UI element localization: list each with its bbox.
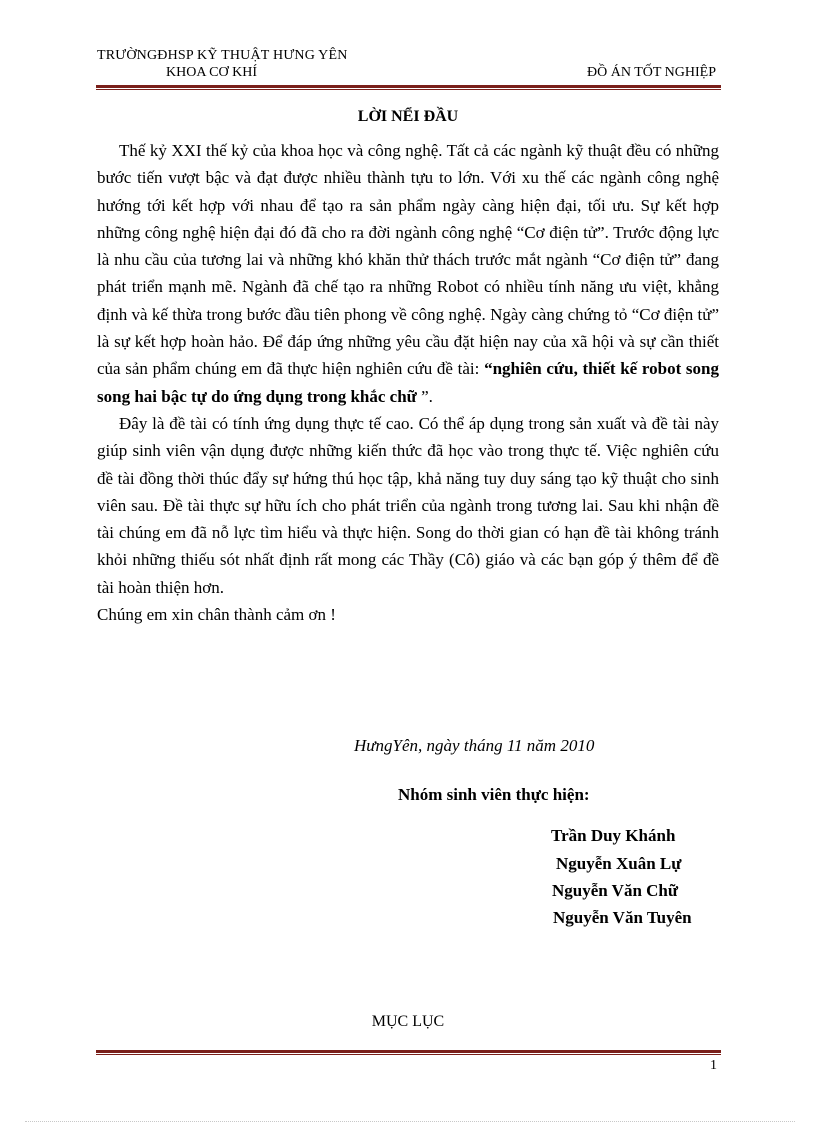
thanks-line: Chúng em xin chân thành cảm ơn ! (97, 605, 336, 625)
faculty-name: KHOA CƠ KHÍ (166, 65, 257, 80)
member-name: Nguyễn Văn Tuyên (553, 908, 692, 927)
toc-heading: MỤC LỤC (371, 1013, 445, 1030)
preface-body (97, 137, 719, 628)
group-label: Nhóm sinh viên thực hiện: (398, 785, 590, 804)
footer-rule-thin (96, 1054, 721, 1055)
page-number: 1 (710, 1058, 717, 1073)
header-rule-thin (96, 89, 721, 90)
footer-rule (96, 1050, 721, 1053)
paragraph-1-text: Thế kỷ XXI thế kỷ của khoa học và công nghệ. Tất cả các ngành kỹ thuật đều có những bước tiến vượt bậc và đạt được nhiều thành tựu to lớn. Với xu thế các ngành công nghệ hướng tới kết hợp với nhau để tạo ra sản phẩm ngày càng hiện đại, tối ưu. Sự kết hợp những công nghệ hiện đại đó đã cho ra đời ngành công nghệ “Cơ điện tử”. Trước động lực là nhu cầu của tương lai và những khó khăn thử thách trước mắt ngành “Cơ điện tử” đang phát triển mạnh mẽ. Ngành đã chế tạo ra những Robot có nhiều tính năng ưu việt, khẳng định và kế thừa trong bước đầu tiên phong về công nghệ. Ngày càng chứng tỏ “Cơ điện tử” là sự kết hợp hoàn hảo. Để đáp ứng những yêu cầu đặt hiện nay của xã hội và sự cần thiết của sản phẩm chúng em đã thực hiện nghiên cứu đề tài: (97, 141, 719, 379)
school-name: TRƯỜNGĐHSP KỸ THUẬT HƯNG YÊN (97, 48, 348, 63)
paragraph-1-closing: ”. (421, 386, 433, 406)
page-title: LỜI NỂI ĐẦU (357, 108, 459, 125)
page-break-dots (25, 1121, 795, 1122)
paragraph-1 (97, 137, 719, 410)
document-type: ĐỒ ÁN TỐT NGHIỆP (587, 65, 716, 80)
header-rule (96, 85, 721, 88)
member-name: Nguyễn Văn Chữ (552, 881, 679, 900)
member-name: Nguyễn Xuân Lự (556, 854, 682, 873)
paragraph-2: Đây là đề tài có tính ứng dụng thực tế cao. Có thể áp dụng trong sản xuất và đề tài này giúp sinh viên vận dụng được những kiến thức đã học vào trong thực tế. Việc nghiên cứu đề tài đồng thời thúc đẩy sự hứng thú học tập, khả năng tuy duy sáng tạo kỹ thuật cho sinh viên sau. Đề tài thực sự hữu ích cho phát triển của ngành trong tương lai. Sau khi nhận đề tài chúng em đã nỗ lực tìm hiểu và thực hiện. Song do thời gian có hạn đề tài không tránh khỏi những thiếu sót nhất định rất mong các Thầy (Cô) giáo và các bạn góp ý thêm để đề tài hoàn thiện hơn. (97, 413, 719, 597)
topic-title: “nghiên cứu, thiết kế robot song song hai bậc tự do ứng dụng trong khắc chữ (97, 359, 720, 406)
member-name: Trần Duy Khánh (551, 826, 676, 845)
date-line: HưngYên, ngày tháng 11 năm 2010 (354, 736, 595, 755)
